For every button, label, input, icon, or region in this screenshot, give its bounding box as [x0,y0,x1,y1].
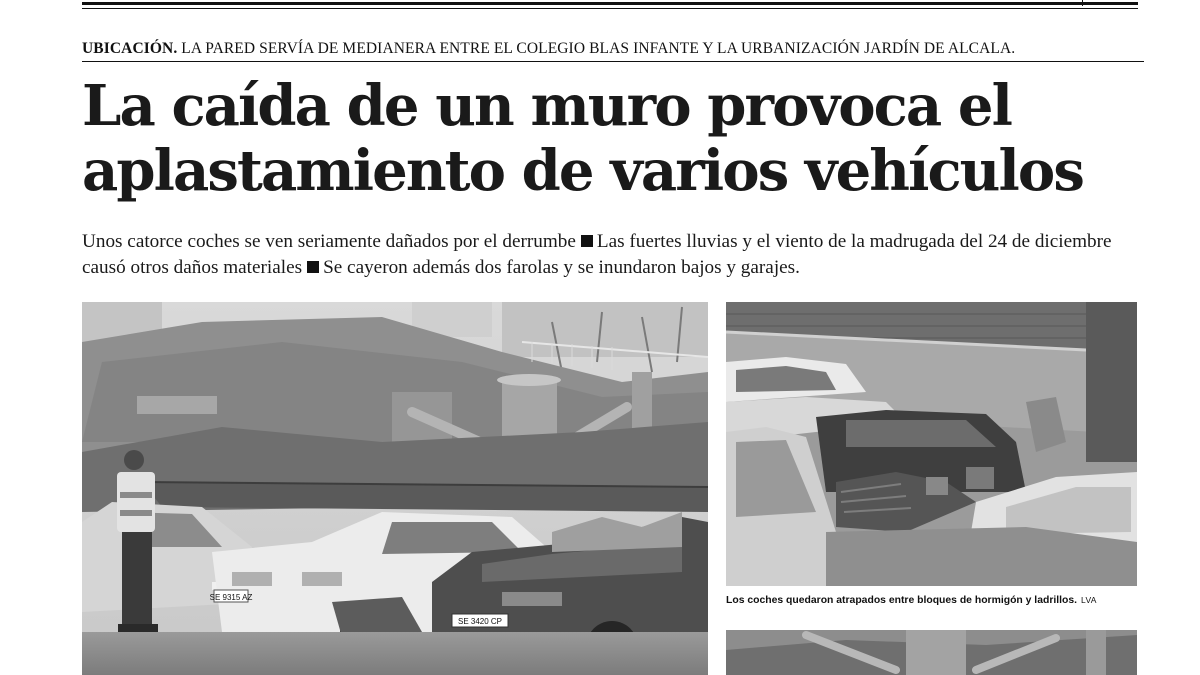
photo-caption-text: Los coches quedaron atrapados entre bloques de hormigón y ladrillos. [726,595,1078,606]
headline-line-2: aplastamiento de varios vehículos [82,138,1083,204]
kicker-text: LA PARED SERVÍA DE MEDIANERA ENTRE EL COLEGIO BLAS INFANTE Y LA URBANIZACIÓN JARDÍN DE ALCALA. [181,40,1016,57]
tertiary-photo [726,630,1137,675]
top-rule-thick [82,2,1138,5]
photo-caption [726,593,1146,608]
plate-left: SE 9315 AZ [209,593,253,602]
summary-part-1: Unos catorce coches se ven seriamente dañados por el derrumbe [82,231,576,252]
top-rule-thin [82,8,1138,9]
summary [82,229,1144,281]
kicker-rule [82,61,1144,62]
main-photo-illustration [82,302,708,675]
photo-credit: LVA [1081,595,1097,605]
secondary-photo-illustration [726,302,1137,586]
summary-part-2: Las fuertes lluvias y el viento de la madrugada del 24 de diciembre causó otros daños materiales [82,231,1112,278]
bullet-square-icon [307,261,319,273]
headline-line-1: La caída de un muro provoca el [82,73,1011,139]
bullet-square-icon [581,235,593,247]
headline [82,74,1172,204]
secondary-photo [726,302,1137,586]
main-photo [82,302,708,675]
top-rule-tick [1082,0,1083,6]
plate-right: SE 3420 CP [457,617,503,626]
summary-part-3: Se cayeron además dos farolas y se inundaron bajos y garajes. [323,257,800,278]
kicker-label: UBICACIÓN. [82,40,178,57]
tertiary-photo-illustration [726,630,1137,675]
kicker [82,39,1144,59]
